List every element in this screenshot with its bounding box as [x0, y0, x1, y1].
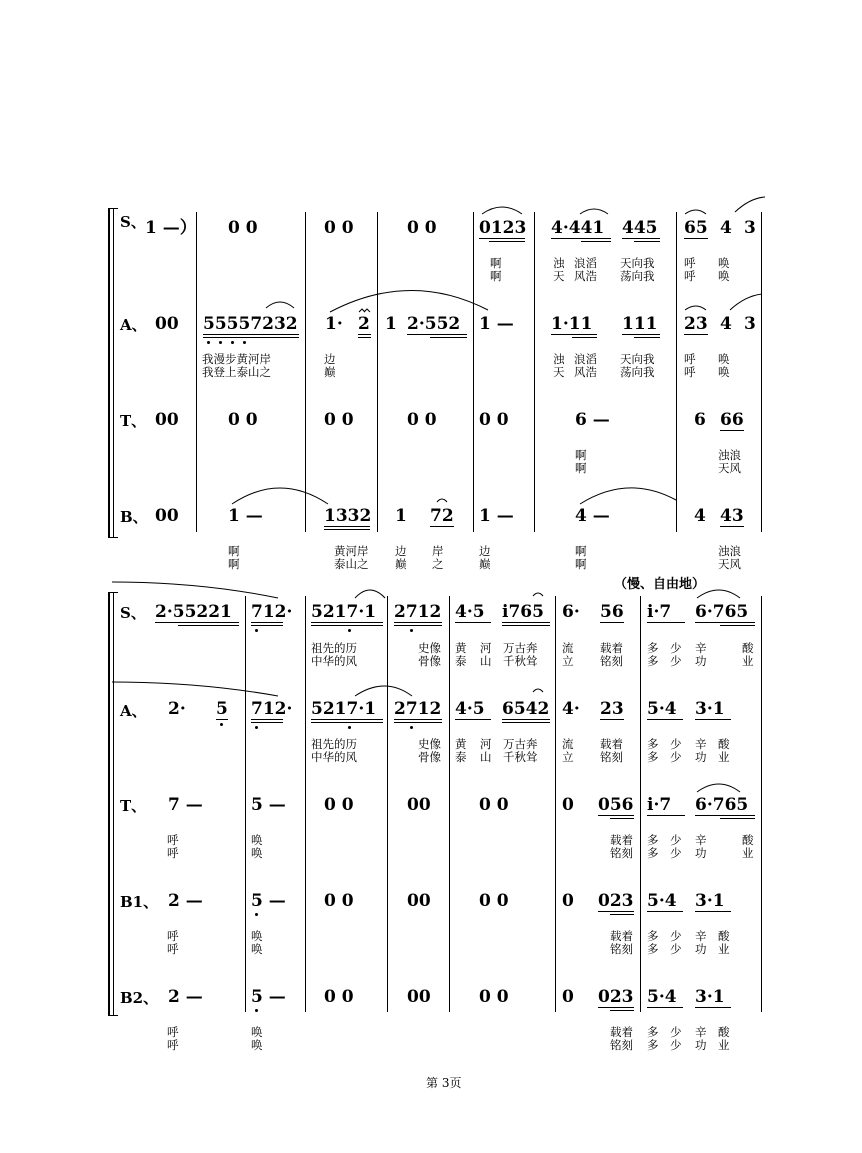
note: 1332 [324, 506, 372, 526]
barline [377, 212, 378, 532]
lyric: 黄 [455, 737, 467, 751]
bracket-bottom [108, 537, 118, 538]
lyric: 少 [670, 750, 682, 764]
system-bracket [108, 208, 110, 538]
lyric: 啊 [228, 544, 240, 558]
note: 00 [407, 891, 431, 911]
slur [355, 590, 385, 598]
note: 445 [622, 218, 658, 238]
barline [534, 212, 535, 532]
lyric: 唤 [718, 365, 730, 379]
lyric: 之 [432, 557, 444, 571]
note: 4 [720, 218, 732, 238]
note: 1 —） [145, 218, 197, 238]
note: i·7 [647, 795, 672, 815]
bracket-top [108, 208, 118, 209]
lyric: 黄 [455, 641, 467, 655]
lyric: 辛 [695, 929, 707, 943]
note: 5 — [251, 987, 286, 1007]
lyric: 少 [670, 641, 682, 655]
note: 1· [325, 314, 343, 334]
slur [580, 488, 676, 504]
lyric: 少 [670, 942, 682, 956]
lyric: 立 [562, 750, 574, 764]
lyric: 边 [395, 544, 407, 558]
lyric: 多 [647, 654, 659, 668]
lyric: 少 [670, 1038, 682, 1052]
note: 0 [562, 795, 574, 815]
lyric: 泰 [455, 750, 467, 764]
lyric: 河 [480, 641, 492, 655]
lyric: 泰山之 [334, 557, 369, 571]
lyric: 辛 [695, 833, 707, 847]
note: 0 [562, 891, 574, 911]
lyric: 骨像 [418, 654, 441, 668]
lyric: 业 [718, 942, 730, 956]
lyric: 唤 [251, 929, 263, 943]
slur [685, 306, 706, 310]
barline [305, 212, 306, 532]
lyric: 铭刻 [600, 654, 623, 668]
note: 0 [562, 987, 574, 1007]
lyric: 浊浪 [718, 544, 741, 558]
part-label-soprano: S、 [120, 213, 146, 231]
note: 023 [598, 987, 634, 1007]
note: 1·11 [551, 314, 593, 334]
lyric: 天向我 [620, 352, 655, 366]
lyric: 载着 [600, 737, 623, 751]
note: i765 [502, 602, 544, 622]
lyric: 辛 [695, 641, 707, 655]
note: 00 [407, 987, 431, 1007]
lyric: 呼 [684, 269, 696, 283]
note: 1 [395, 506, 407, 526]
note: 6·765 [695, 795, 749, 815]
lyric: 多 [647, 1038, 659, 1052]
lyric: 千秋耸 [503, 654, 538, 668]
note: 3·1 [695, 699, 725, 719]
barline [305, 596, 306, 1012]
lyric: 山 [480, 654, 492, 668]
note: 2·552 [407, 314, 461, 334]
lyric: 多 [647, 929, 659, 943]
note: 4·441 [551, 218, 605, 238]
lyric: 天向我 [620, 256, 655, 270]
lyric: 中华的风 [311, 750, 357, 764]
lyric: 浊浪 [718, 448, 741, 462]
lyric: 唤 [251, 1038, 263, 1052]
barline [245, 596, 246, 1012]
lyric: 唤 [718, 256, 730, 270]
lyric: 业 [742, 846, 754, 860]
note: 6·765 [695, 602, 749, 622]
lyric: 浊 [553, 256, 565, 270]
note: 00 [155, 506, 179, 526]
lyric: 万古奔 [503, 641, 538, 655]
lyric: 呼 [684, 256, 696, 270]
part-label-tenor: T、 [120, 797, 147, 815]
lyric: 浊 [553, 352, 565, 366]
lyric: 天风 [718, 557, 741, 571]
lyric: 多 [647, 846, 659, 860]
note: 111 [622, 314, 658, 334]
note: 4· [562, 699, 580, 719]
lyric: 流 [562, 641, 574, 655]
lyric: 多 [647, 833, 659, 847]
lyric: 河 [480, 737, 492, 751]
barline [676, 212, 677, 532]
slur [730, 294, 762, 310]
lyric: 呼 [167, 929, 179, 943]
lyric: 酸 [742, 641, 754, 655]
lyric: 呼 [167, 942, 179, 956]
lyric: 多 [647, 641, 659, 655]
slur [355, 686, 412, 696]
lyric: 祖先的历 [311, 737, 357, 751]
lyric: 荡向我 [620, 269, 655, 283]
system-bracket-thin [113, 208, 114, 538]
note: 0 0 [324, 410, 354, 430]
note: 1 — [479, 506, 514, 526]
lyric: 酸 [742, 833, 754, 847]
slur [685, 210, 706, 214]
note: 00 [155, 314, 179, 334]
note: 00 [155, 410, 179, 430]
note: 3 [744, 218, 756, 238]
slur [735, 197, 765, 212]
note: 5·4 [647, 987, 677, 1007]
slur [482, 207, 522, 214]
lyric: 少 [670, 1025, 682, 1039]
slur [437, 499, 447, 502]
lyric: 功 [695, 750, 707, 764]
lyric: 铭刻 [600, 750, 623, 764]
note: 72 [430, 506, 454, 526]
lyric: 呼 [684, 365, 696, 379]
note: 5217·1 [311, 602, 377, 622]
note: 1 — [479, 314, 514, 334]
lyric: 边 [324, 352, 336, 366]
note: 4 [720, 314, 732, 334]
lyric: 骨像 [418, 750, 441, 764]
lyric: 风浩 [574, 365, 597, 379]
lyric: 立 [562, 654, 574, 668]
lyric: 辛 [695, 1025, 707, 1039]
lyric: 载着 [600, 641, 623, 655]
bracket-top [108, 592, 118, 593]
barline [449, 596, 450, 1012]
lyric: 功 [695, 654, 707, 668]
note: 23 [600, 699, 624, 719]
lyric: 边 [479, 544, 491, 558]
lyric: 中华的风 [311, 654, 357, 668]
lyric: 流 [562, 737, 574, 751]
note: 2 [358, 314, 370, 334]
note: 2· [168, 699, 186, 719]
slur [266, 302, 294, 308]
bracket-bottom [108, 1015, 118, 1016]
part-label-tenor: T、 [120, 412, 147, 430]
part-label-soprano: S、 [120, 604, 146, 622]
lyric: 铭刻 [610, 846, 633, 860]
lyric: 唤 [251, 846, 263, 860]
lyric: 功 [695, 1038, 707, 1052]
system-bracket [108, 592, 110, 1016]
slur [533, 593, 543, 596]
part-label-bass-2: B2、 [120, 989, 159, 1007]
note: 6 — [575, 410, 610, 430]
note: 3·1 [695, 891, 725, 911]
lyric: 浪滔 [574, 352, 597, 366]
note: 4 [694, 506, 706, 526]
note: 7 — [168, 795, 203, 815]
note: 0 0 [324, 987, 354, 1007]
note: 1 — [228, 506, 263, 526]
lyric: 铭刻 [610, 1038, 633, 1052]
barline [761, 212, 762, 532]
note: 0 0 [407, 218, 437, 238]
lyric: 啊 [575, 544, 587, 558]
barline [640, 596, 641, 1012]
note: 66 [720, 410, 744, 430]
barline [473, 212, 474, 532]
lyric: 载着 [610, 1025, 633, 1039]
tempo-marking: （慢、自由地） [614, 577, 706, 592]
note: 00 [407, 795, 431, 815]
lyric: 巅 [395, 557, 407, 571]
lyric: 多 [647, 1025, 659, 1039]
slur [580, 209, 608, 214]
lyric: 啊 [575, 557, 587, 571]
lyric: 啊 [575, 461, 587, 475]
barline [555, 596, 556, 1012]
note: 0 0 [479, 795, 509, 815]
lyric: 荡向我 [620, 365, 655, 379]
note: 0 0 [324, 891, 354, 911]
lyric: 啊 [490, 269, 502, 283]
lyric: 呼 [167, 846, 179, 860]
system-bracket-thin [113, 592, 114, 1016]
part-label-alto: A、 [120, 702, 147, 720]
barline [387, 596, 388, 1012]
lyric: 辛 [695, 737, 707, 751]
barline [761, 596, 762, 1012]
note: 2 — [168, 987, 203, 1007]
lyric: 载着 [610, 833, 633, 847]
slur [232, 488, 328, 504]
lyric: 我漫步黄河岸 [202, 352, 271, 366]
part-label-bass: B、 [120, 508, 148, 526]
lyric: 史像 [418, 641, 441, 655]
lyric: 祖先的历 [311, 641, 357, 655]
lyric: 业 [718, 1038, 730, 1052]
lyric: 千秋耸 [503, 750, 538, 764]
lyric: 浪滔 [574, 256, 597, 270]
lyric: 呼 [167, 1038, 179, 1052]
slur [112, 582, 278, 598]
lyric: 风浩 [574, 269, 597, 283]
note: 0 0 [479, 891, 509, 911]
lyric: 天风 [718, 461, 741, 475]
lyric: 少 [670, 654, 682, 668]
note: 5 — [251, 795, 286, 815]
lyric: 少 [670, 846, 682, 860]
turn-mark [359, 309, 370, 312]
note: 0 0 [228, 410, 258, 430]
note: 2712 [394, 602, 442, 622]
slur [330, 290, 488, 312]
note: 56 [600, 602, 624, 622]
note: 0123 [479, 218, 527, 238]
lyric: 业 [718, 750, 730, 764]
note: 3·1 [695, 987, 725, 1007]
lyric: 巅 [324, 365, 336, 379]
lyric: 功 [695, 942, 707, 956]
lyric: 我登上泰山之 [202, 365, 271, 379]
lyric: 啊 [228, 557, 240, 571]
note: 6 [694, 410, 706, 430]
lyric: 天 [553, 269, 565, 283]
lyric: 多 [647, 942, 659, 956]
note: 0 0 [324, 795, 354, 815]
lyric: 山 [480, 750, 492, 764]
lyric: 载着 [610, 929, 633, 943]
note: 6542 [502, 699, 550, 719]
lyric: 唤 [251, 1025, 263, 1039]
note: 5 — [251, 891, 286, 911]
note: 23 [684, 314, 708, 334]
note: 5·4 [647, 699, 677, 719]
note: 712· [251, 602, 293, 622]
lyric: 呼 [167, 833, 179, 847]
lyric: 岸 [432, 544, 444, 558]
note: 023 [598, 891, 634, 911]
lyric: 万古奔 [503, 737, 538, 751]
note: 0 0 [479, 987, 509, 1007]
page-number: 第 3页 [426, 1076, 462, 1090]
barline [196, 212, 197, 532]
part-label-bass-1: B1、 [120, 893, 159, 911]
lyric: 少 [670, 833, 682, 847]
lyric: 少 [670, 929, 682, 943]
note: 6· [562, 602, 580, 622]
note: 0 0 [479, 410, 509, 430]
lyric: 泰 [455, 654, 467, 668]
note: 5217·1 [311, 699, 377, 719]
lyric: 唤 [718, 269, 730, 283]
note: 43 [720, 506, 744, 526]
note: 0 0 [324, 218, 354, 238]
lyric: 黄河岸 [334, 544, 369, 558]
lyric: 酸 [718, 1025, 730, 1039]
note: 1 [385, 314, 397, 334]
lyric: 少 [670, 737, 682, 751]
note: 4·5 [455, 602, 485, 622]
lyric: 史像 [418, 737, 441, 751]
note: 5·4 [647, 891, 677, 911]
note: 056 [598, 795, 634, 815]
note: 3 [744, 314, 756, 334]
note: 2712 [394, 699, 442, 719]
note: 5 [216, 699, 228, 719]
lyric: 唤 [718, 352, 730, 366]
note: 65 [684, 218, 708, 238]
note: 2 — [168, 891, 203, 911]
lyric: 巅 [479, 557, 491, 571]
lyric: 酸 [718, 737, 730, 751]
lyric: 啊 [490, 256, 502, 270]
note: 712· [251, 699, 293, 719]
note: 0 0 [228, 218, 258, 238]
slur [697, 784, 740, 792]
note: 4 — [575, 506, 610, 526]
note: 55557232 [203, 314, 298, 334]
lyric: 多 [647, 750, 659, 764]
lyric: 呼 [684, 352, 696, 366]
slur [533, 689, 543, 692]
lyric: 多 [647, 737, 659, 751]
lyric: 天 [553, 365, 565, 379]
lyric: 功 [695, 846, 707, 860]
lyric: 酸 [718, 929, 730, 943]
lyric: 铭刻 [610, 942, 633, 956]
lyric: 呼 [167, 1025, 179, 1039]
note: 4·5 [455, 699, 485, 719]
note: i·7 [647, 602, 672, 622]
note: 2·55221 [155, 602, 232, 622]
lyric: 唤 [251, 942, 263, 956]
lyric: 业 [742, 654, 754, 668]
note: 0 0 [407, 410, 437, 430]
lyric: 啊 [575, 448, 587, 462]
lyric: 唤 [251, 833, 263, 847]
slur [112, 682, 278, 696]
part-label-alto: A、 [120, 316, 147, 334]
